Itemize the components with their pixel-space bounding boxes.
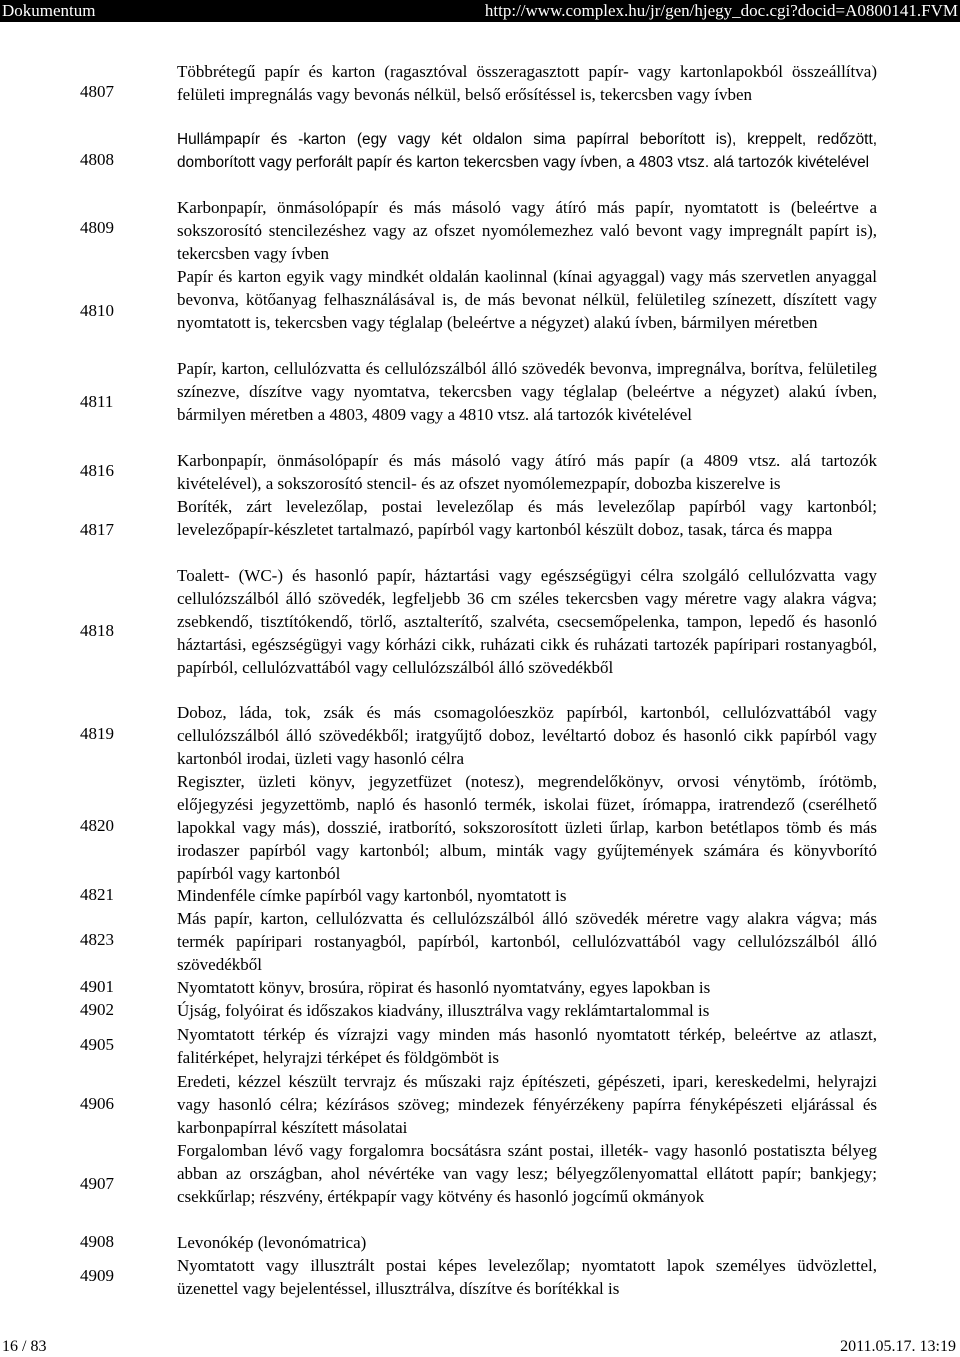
tariff-code: 4901	[80, 977, 114, 996]
tariff-code: 4809	[80, 218, 114, 237]
tariff-description: Eredeti, kézzel készült tervrajz és műszaki rajz építészeti, gépészeti, ipari, kereskedelmi, helyrajzi vagy hasonló célra; kézírásos szöveg; mindezek fényérzékeny papírra fényképészeti eljárással és karbonpapírral készített másolatai	[177, 1072, 877, 1137]
tariff-description: Regiszter, üzleti könyv, jegyzetfüzet (notesz), megrendelőkönyv, orvosi vénytömb, írótömb, előjegyzési jegyzettömb, napló és hasonló termék, iskolai füzet, írómappa, iratrendező (cserélhető lapokkal vagy más), dosszié, iratborító, sokszorosított üzleti űrlap, karbon betétlapos tömb és más irodaszer papírból vagy kartonból; album, minták vagy gyűjtemények számára és könyvborító papírból vagy kartonból	[177, 772, 877, 883]
tariff-code: 4819	[80, 724, 114, 743]
tariff-code: 4907	[80, 1174, 114, 1193]
tariff-description: Karbonpapír, önmásolópapír és más másoló vagy átíró más papír, nyomtatott is (beleértve a sokszorosító stencilezéshez vagy az ofszet nyomólemezhez való bevont vagy impregnált papírt is), tekercsben vagy ívben	[177, 198, 877, 263]
tariff-description: Nyomtatott térkép és vízrajzi vagy minden más hasonló nyomtatott térkép, beleértve az atlaszt, falitérképet, helyrajzi térképet és földgömböt is	[177, 1025, 877, 1067]
document-url: http://www.complex.hu/jr/gen/hjegy_doc.cgi?docid=A0800141.FVM	[484, 1, 958, 20]
tariff-code: 4817	[80, 520, 114, 539]
tariff-code: 4821	[80, 885, 114, 904]
tariff-code: 4908	[80, 1232, 114, 1251]
tariff-description: Doboz, láda, tok, zsák és más csomagolóeszköz papírból, kartonból, cellulózvattából vagy cellulózszálból álló szövedékből; iratgyűjtő doboz, levéltartó doboz és hasonló cikk papírból vagy kartonból irodai, üzleti vagy hasonló célra	[177, 703, 877, 768]
tariff-description: Papír, karton, cellulózvatta és cellulózszálból álló szövedék bevonva, impregnálva, borítva, felületileg színezve, díszítve vagy nyomtatva, tekercsben vagy téglalap (beleértve a négyzet) alakú ívben, bármilyen méretben a 4803, 4809 vagy a 4810 vtsz. alá tartozók kivételével	[177, 359, 877, 424]
tariff-description: Papír és karton egyik vagy mindkét oldalán kaolinnal (kínai agyaggal) vagy más szervetlen anyaggal bevonva, kötőanyag felhasználásával is, de más bevonat nélkül, felületileg színezett, díszített vagy nyomtatott is, tekercsben vagy téglalap (beleértve a négyzet) alakú ívben, bármilyen méretben	[177, 267, 877, 332]
tariff-description: Levonókép (levonómatrica)	[177, 1233, 367, 1252]
tariff-code: 4905	[80, 1035, 114, 1054]
tariff-code: 4820	[80, 816, 114, 835]
tariff-code: 4811	[80, 392, 114, 411]
tariff-code: 4909	[80, 1266, 114, 1285]
tariff-code: 4818	[80, 621, 114, 640]
tariff-description: Nyomtatott vagy illusztrált postai képes levelezőlap; nyomtatott lapok személyes üdvözlettel, üzenettel vagy bejelentéssel, illusztrálva, díszítve és borítékkal is	[177, 1256, 877, 1298]
tariff-description: Nyomtatott könyv, brosúra, röpirat és hasonló nyomtatvány, egyes lapokban is	[177, 978, 711, 997]
tariff-code: 4823	[80, 930, 114, 949]
tariff-code: 4808	[80, 150, 114, 169]
document-header-bar	[0, 0, 960, 22]
tariff-description: Más papír, karton, cellulózvatta és cellulózszálból álló szövedék méretre vagy alakra vágva; más termék papíripari rostanyagból, papírból, kartonból, cellulózvattából vagy cellulózszálból álló szövedékből	[177, 909, 877, 974]
document-title: Dokumentum	[2, 1, 96, 20]
tariff-code: 4906	[80, 1094, 114, 1113]
tariff-description: Toalett- (WC-) és hasonló papír, háztartási vagy egészségügyi célra szolgáló cellulózvatta vagy cellulózszálból álló szövedék, legfeljebb 36 cm széles tekercsben vagy méretre vagy alakra vágva; zsebkendő, tisztítókendő, törlő, asztalterítő, szalvéta, csecsemőpelenka, tampon, lepedő és hasonló háztartási, egészségügyi vagy kórházi cikk, ruházati cikk és ruházati tartozék papíripari rostanyagból, papírból, cellulózvattából vagy cellulózszálból álló szövedékből	[177, 566, 877, 677]
tariff-code: 4807	[80, 82, 114, 101]
tariff-description: Forgalomban lévő vagy forgalomra bocsátásra szánt postai, illeték- vagy hasonló postatiszta bélyeg abban az országban, ahol névértéke van vagy lesz; bélyegzőlenyomattal ellátott papír; bankjegy; csekkűrlap; részvény, értékpapír vagy kötvény és hasonló jogcímű okmányok	[177, 1141, 877, 1206]
print-timestamp: 2011.05.17. 13:19	[840, 1338, 956, 1355]
page-number: 16 / 83	[2, 1338, 47, 1355]
tariff-description: Boríték, zárt levelezőlap, postai levelezőlap és más levelezőlap papírból vagy kartonból; levelezőpapír-készletet tartalmazó, papírból vagy kartonból készült doboz, tasak, tárca és mappa	[177, 497, 877, 539]
tariff-description: Többrétegű papír és karton (ragasztóval összeragasztott papír- vagy kartonlapokból összeállítva) felületi impregnálás vagy bevonás nélkül, belső erősítéssel is, tekercsben vagy ívben	[177, 62, 877, 104]
tariff-description: Karbonpapír, önmásolópapír és más másoló vagy átíró más papír (a 4809 vtsz. alá tartozók kivételével), a sokszorosító stencil- és az ofszet nyomólemezpapír, dobozba kiszerelve is	[177, 451, 877, 493]
tariff-description: Mindenféle címke papírból vagy kartonból, nyomtatott is	[177, 886, 567, 905]
tariff-description: Újság, folyóirat és időszakos kiadvány, illusztrálva vagy reklámtartalommal is	[177, 1001, 710, 1020]
tariff-description: Hullámpapír és -karton (egy vagy két oldalon sima papírral beborított is), kreppelt, redőzött, domborított vagy perforált papír és karton tekercsben vagy ívben, a 4803 vtsz. alá tartozók kivételével	[177, 131, 877, 171]
page-footer	[0, 1336, 960, 1357]
tariff-code: 4902	[80, 1000, 114, 1019]
tariff-code: 4810	[80, 301, 114, 320]
tariff-code: 4816	[80, 461, 114, 480]
